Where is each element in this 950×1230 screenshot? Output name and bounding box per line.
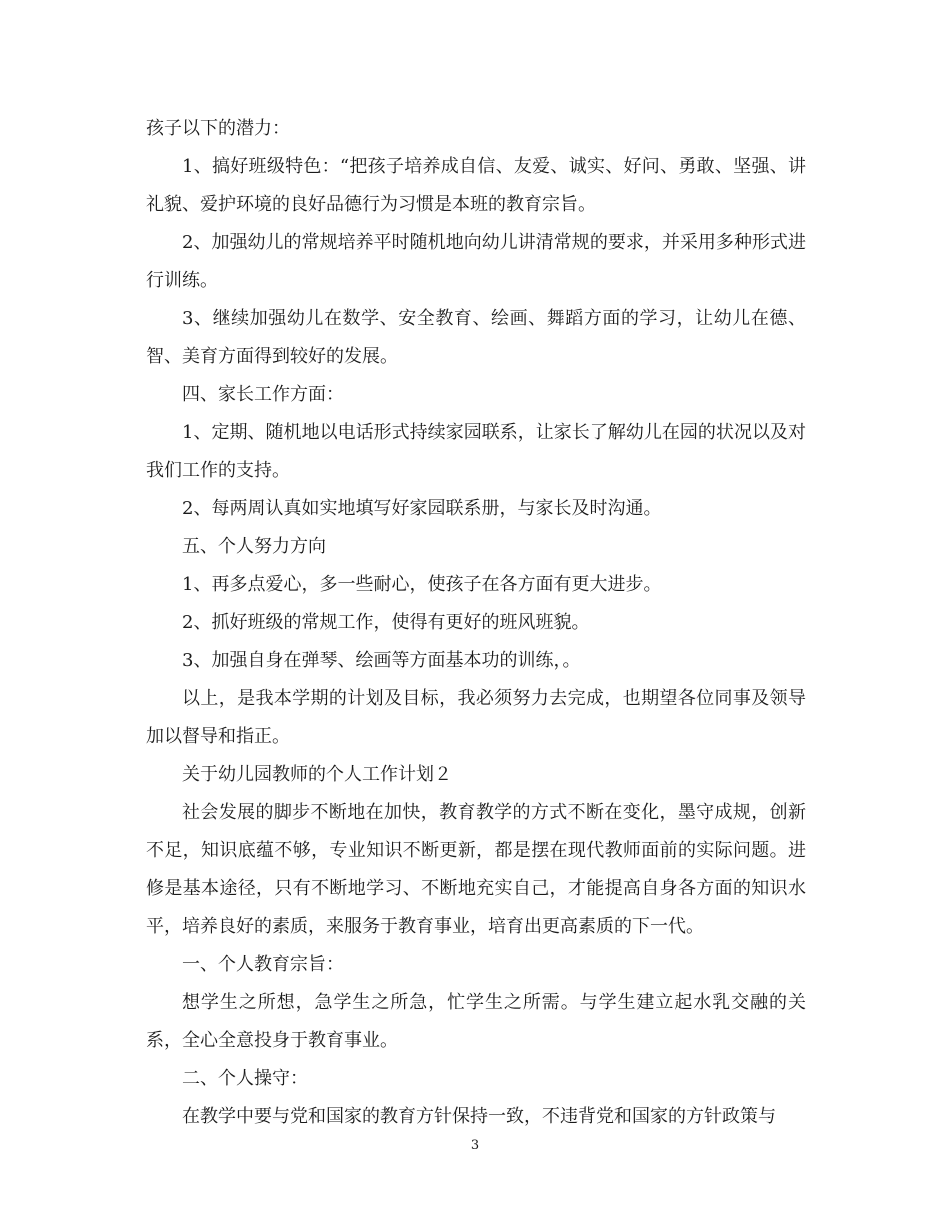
paragraph: 3、加强自身在弹琴、绘画等方面基本功的训练，。 xyxy=(182,650,581,671)
page-number: 3 xyxy=(470,1138,480,1153)
paragraph: 2、抓好班级的常规工作，使得有更好的班风班貌。 xyxy=(182,612,590,633)
paragraph: 2、加强幼儿的常规培养平时随机地向幼儿讲清常规的要求，并采用多种形式进行训练。 xyxy=(146,232,806,291)
section-heading: 五、个人努力方向 xyxy=(182,536,326,557)
section-heading: 一、个人教育宗旨： xyxy=(182,954,344,975)
document-subtitle: 关于幼儿园教师的个人工作计划２ xyxy=(182,764,452,785)
paragraph: 1、搞好班级特色：“把孩子培养成自信、友爱、诚实、好问、勇敢、坚强、讲礼貌、爱护环境的良好品德行为习惯是本班的教育宗旨。 xyxy=(146,156,806,215)
paragraph: 2、每两周认真如实地填写好家园联系册，与家长及时沟通。 xyxy=(182,498,662,519)
section-heading: 二、个人操守： xyxy=(182,1068,308,1089)
paragraph: 在教学中要与党和国家的教育方针保持一致，不违背党和国家的方针政策与 xyxy=(182,1106,776,1127)
paragraph: 孩子以下的潜力： xyxy=(146,118,290,139)
document-body xyxy=(146,110,806,1136)
paragraph: 3、继续加强幼儿在数学、安全教育、绘画、舞蹈方面的学习，让幼儿在德、智、美育方面得到较好的发展。 xyxy=(146,308,806,367)
paragraph: 想学生之所想，急学生之所急，忙学生之所需。与学生建立起水乳交融的关系，全心全意投身于教育事业。 xyxy=(146,992,806,1051)
paragraph: 1、定期、随机地以电话形式持续家园联系，让家长了解幼儿在园的状况以及对我们工作的支持。 xyxy=(146,422,806,481)
paragraph: 社会发展的脚步不断地在加快，教育教学的方式不断在变化，墨守成规，创新不足，知识底蕴不够，专业知识不断更新，都是摆在现代教师面前的实际问题。进修是基本途径，只有不断地学习、不断地充实自己，才能提高自身各方面的知识水平，培养良好的素质，来服务于教育事业，培育出更高素质的下一代。 xyxy=(146,802,806,937)
paragraph: 以上，是我本学期的计划及目标，我必须努力去完成，也期望各位同事及领导加以督导和指正。 xyxy=(146,688,806,747)
section-heading: 四、家长工作方面： xyxy=(182,384,344,405)
paragraph: 1、再多点爱心，多一些耐心，使孩子在各方面有更大进步。 xyxy=(182,574,662,595)
